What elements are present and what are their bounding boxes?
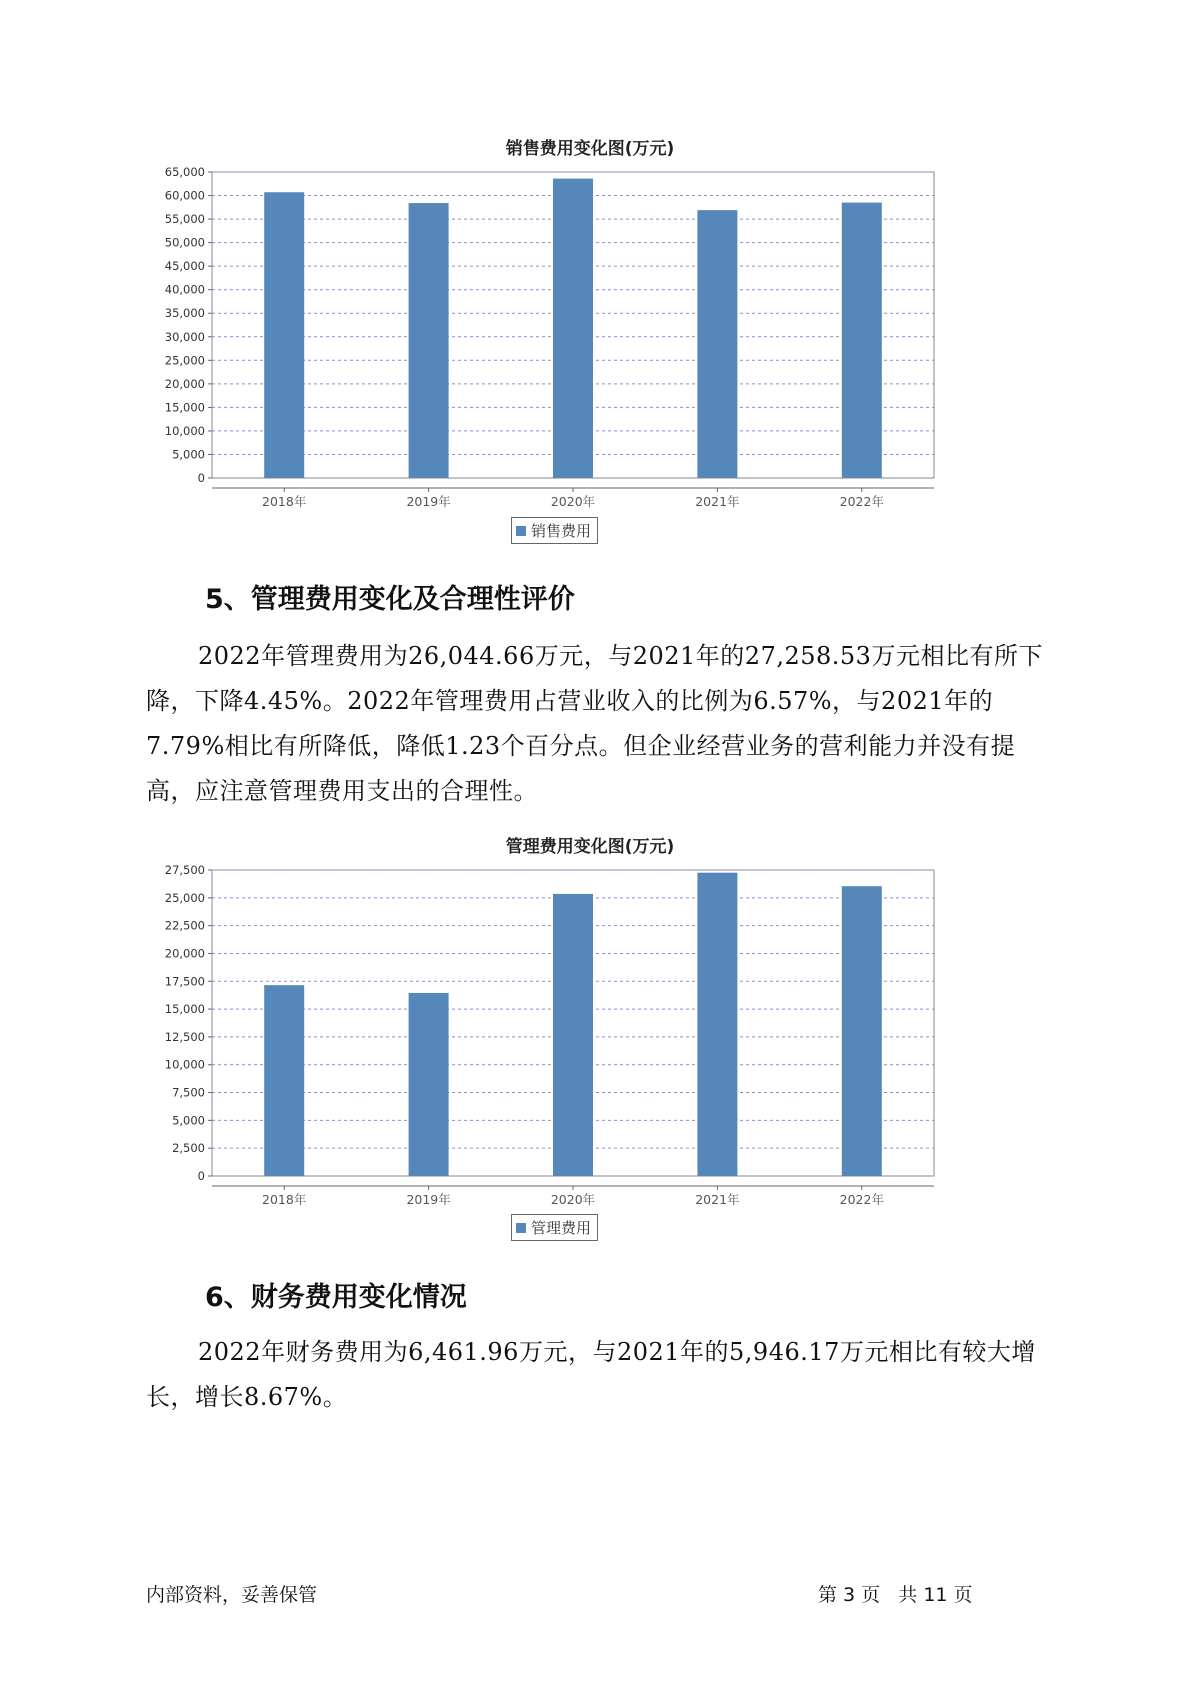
section-5-paragraph: 2022年管理费用为26,044.66万元，与2021年的27,258.53万元相比有所下降，下降4.45%。2022年管理费用占营业收入的比例为6.57%，与2021年的7.79%相比有所降低，降低1.23个百分点。但企业经营业务的营利能力并没有提高，应注意管理费用支出的合理性。 bbox=[146, 642, 1043, 805]
chart-title: 管理费用变化图(万元) bbox=[505, 837, 675, 857]
y-tick-label: 12,500 bbox=[164, 1029, 205, 1044]
section-6-heading: 6、财务费用变化情况 bbox=[205, 1282, 467, 1313]
x-tick-label: 2020年 bbox=[550, 494, 596, 509]
x-tick-label: 2022年 bbox=[839, 1192, 884, 1207]
y-tick-label: 15,000 bbox=[164, 400, 205, 415]
y-tick-label: 5,000 bbox=[172, 447, 205, 462]
x-tick-label: 2018年 bbox=[262, 494, 307, 509]
bar-2018年 bbox=[264, 192, 304, 478]
y-tick-label: 17,500 bbox=[164, 974, 205, 989]
footer-page-number: 第 3 页 共 11 页 bbox=[818, 1584, 973, 1606]
y-tick-label: 60,000 bbox=[164, 188, 205, 203]
x-tick-label: 2018年 bbox=[262, 1192, 307, 1207]
section-6-paragraph: 2022年财务费用为6,461.96万元，与2021年的5,946.17万元相比有较大增长，增长8.67%。 bbox=[146, 1338, 1036, 1411]
x-tick-label: 2019年 bbox=[406, 1192, 451, 1207]
sales-expense-plot bbox=[150, 160, 1030, 530]
y-tick-label: 27,500 bbox=[164, 863, 205, 877]
y-tick-label: 35,000 bbox=[164, 306, 205, 321]
bar-2019年 bbox=[409, 993, 449, 1176]
legend-label: 管理费用 bbox=[531, 1219, 592, 1237]
section-5-heading: 5、管理费用变化及合理性评价 bbox=[205, 584, 575, 615]
bar-2019年 bbox=[409, 203, 449, 478]
bar-2020年 bbox=[553, 894, 593, 1176]
y-tick-label: 40,000 bbox=[164, 282, 205, 297]
sales-expense-chart bbox=[150, 130, 1030, 550]
y-tick-label: 65,000 bbox=[164, 165, 205, 179]
footer-left: 内部资料，妥善保管 bbox=[146, 1584, 318, 1606]
x-tick-label: 2020年 bbox=[550, 1192, 596, 1207]
admin-expense-chart bbox=[150, 828, 1030, 1248]
x-tick-label: 2019年 bbox=[406, 494, 451, 509]
y-tick-label: 10,000 bbox=[164, 1057, 205, 1072]
legend-swatch bbox=[516, 526, 526, 536]
y-tick-label: 25,000 bbox=[164, 353, 205, 368]
y-tick-label: 25,000 bbox=[164, 890, 205, 905]
y-tick-label: 20,000 bbox=[164, 946, 205, 961]
bar-2022年 bbox=[842, 203, 882, 478]
y-tick-label: 15,000 bbox=[164, 1002, 205, 1017]
y-tick-label: 55,000 bbox=[164, 212, 205, 227]
y-tick-label: 0 bbox=[197, 471, 205, 485]
y-tick-label: 50,000 bbox=[164, 235, 205, 250]
y-tick-label: 45,000 bbox=[164, 259, 205, 274]
legend-label: 销售费用 bbox=[531, 522, 592, 540]
y-tick-label: 2,500 bbox=[172, 1141, 205, 1156]
admin-expense-plot bbox=[150, 858, 1030, 1228]
y-tick-label: 7,500 bbox=[172, 1085, 205, 1100]
x-tick-label: 2022年 bbox=[839, 494, 884, 509]
bar-2021年 bbox=[697, 873, 737, 1176]
y-tick-label: 30,000 bbox=[164, 329, 205, 344]
chart-legend bbox=[511, 1214, 598, 1241]
legend-swatch bbox=[516, 1223, 526, 1233]
y-tick-label: 22,500 bbox=[164, 918, 205, 933]
y-tick-label: 20,000 bbox=[164, 376, 205, 391]
bar-2020年 bbox=[553, 179, 593, 478]
bar-2018年 bbox=[264, 985, 304, 1176]
chart-legend bbox=[511, 517, 598, 544]
y-tick-label: 10,000 bbox=[164, 423, 205, 438]
x-tick-label: 2021年 bbox=[695, 494, 740, 509]
x-tick-label: 2021年 bbox=[695, 1192, 740, 1207]
bar-2022年 bbox=[842, 886, 882, 1176]
bar-2021年 bbox=[697, 210, 737, 478]
chart-title: 销售费用变化图(万元) bbox=[505, 139, 675, 159]
y-tick-label: 0 bbox=[197, 1169, 205, 1183]
y-tick-label: 5,000 bbox=[172, 1113, 205, 1128]
